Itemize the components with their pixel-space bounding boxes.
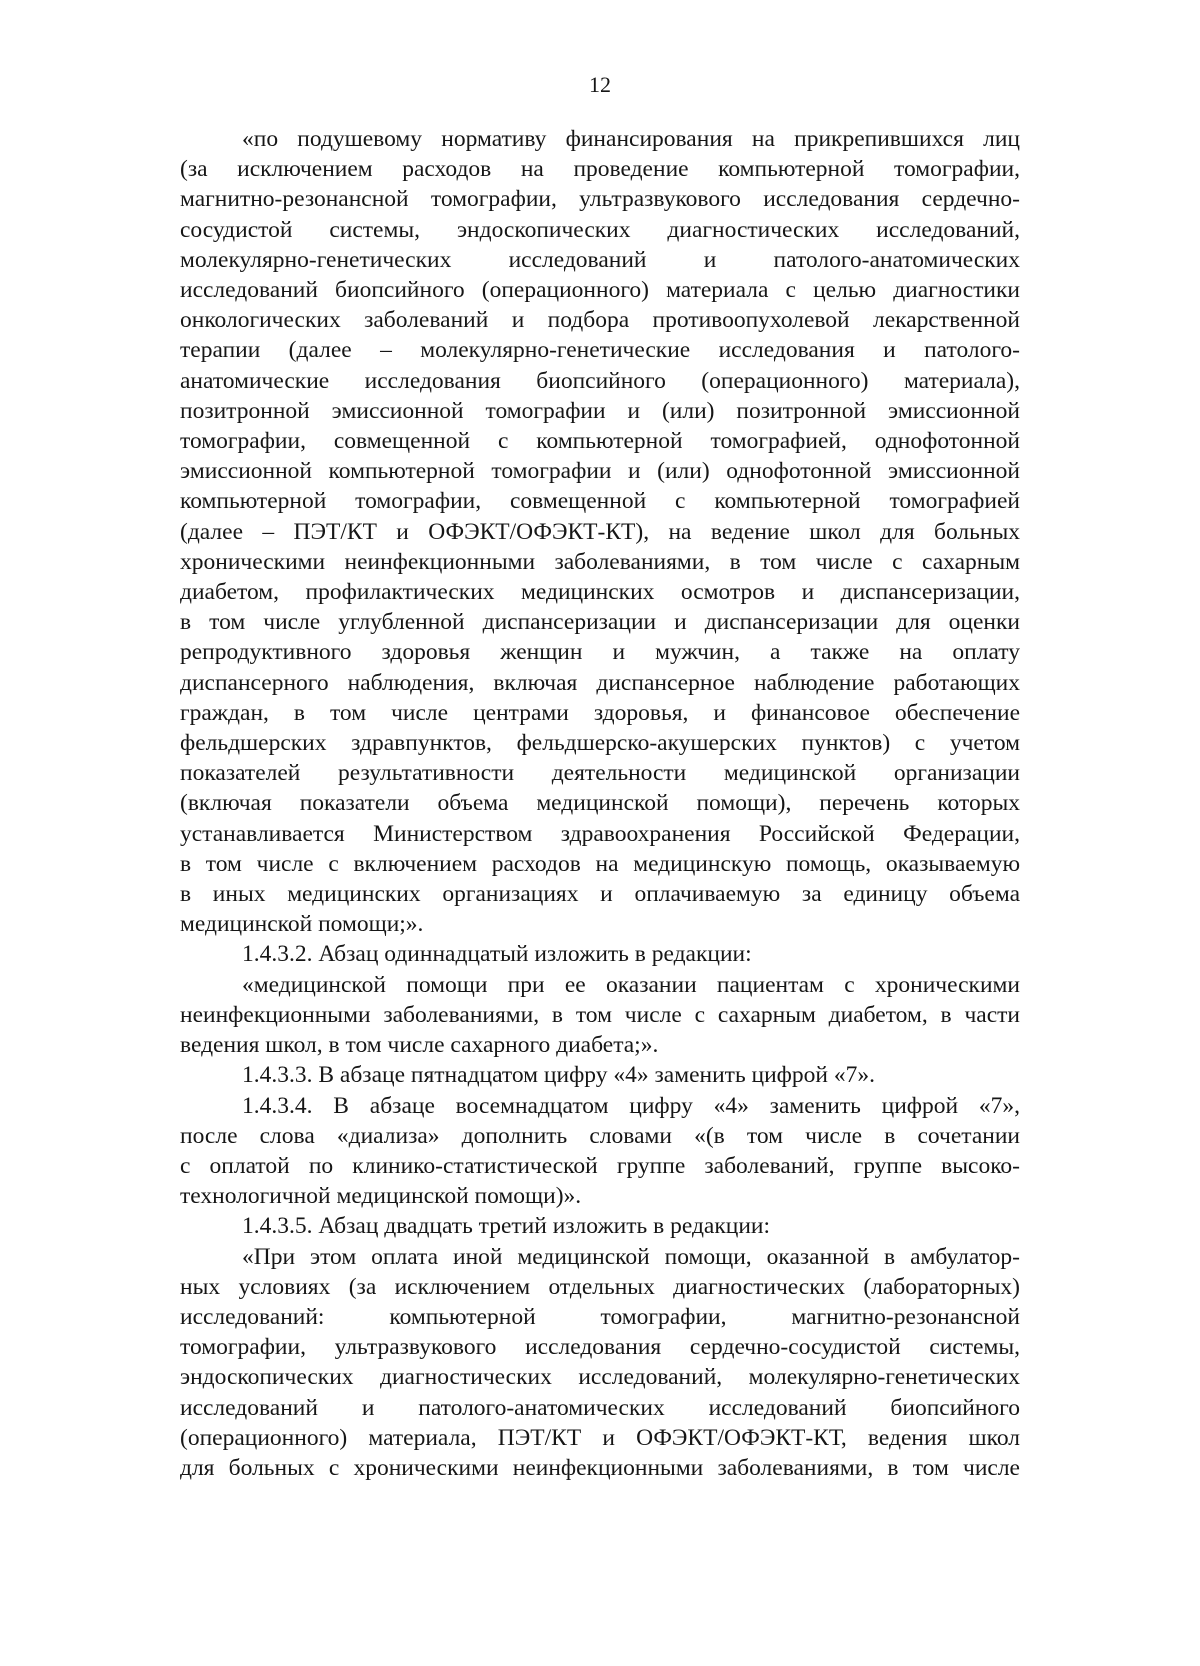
paragraph-quoted-amendment-23 (180, 1242, 1020, 1484)
page-number: 12 (589, 72, 611, 97)
text-line: технологичной медицинской помощи)». (180, 1183, 582, 1210)
text-line: сосудистой системы, эндоскопических диагностических исследований, (180, 216, 1020, 243)
text-line: томографии, ультразвукового исследования сердечно-сосудистой системы, (180, 1334, 1020, 1361)
text-line: томографии, совмещенной с компьютерной томографией, однофотонной (180, 428, 1020, 455)
text-line: 1.4.3.3. В абзаце пятнадцатом цифру «4» заменить цифрой «7». (242, 1062, 875, 1089)
paragraph-funding-norm (180, 124, 1020, 939)
text-line: (операционного) материала, ПЭТ/КТ и ОФЭКТ/ОФЭКТ-КТ, ведения школ (180, 1424, 1020, 1451)
text-line: 1.4.3.4. В абзаце восемнадцатом цифру «4» заменить цифрой «7», (242, 1092, 1020, 1119)
text-line: показателей результативности деятельности медицинской организации (180, 760, 1020, 787)
text-line: онкологических заболеваний и подбора противоопухолевой лекарственной (180, 307, 1020, 334)
text-line: 1.4.3.2. Абзац одиннадцатый изложить в редакции: (242, 941, 752, 968)
text-line: (далее – ПЭТ/КТ и ОФЭКТ/ОФЭКТ-КТ), на ведение школ для больных (180, 518, 1020, 545)
text-line: с оплатой по клинико-статистической группе заболеваний, группе высоко- (180, 1152, 1020, 1179)
text-line: эмиссионной компьютерной томографии и (или) однофотонной эмиссионной (180, 458, 1020, 485)
text-line: диспансерного наблюдения, включая диспансерное наблюдение работающих (180, 669, 1020, 696)
text-line: хроническими неинфекционными заболеваниями, в том числе с сахарным (180, 548, 1020, 575)
text-line: в иных медицинских организациях и оплачиваемую за единицу объема (180, 881, 1020, 908)
text-line: исследований: компьютерной томографии, магнитно-резонансной (180, 1303, 1020, 1330)
text-line: ных условиях (за исключением отдельных диагностических (лабораторных) (180, 1273, 1020, 1300)
text-line: анатомические исследования биопсийного (операционного) материала), (180, 367, 1020, 394)
text-line: (включая показатели объема медицинской помощи), перечень которых (180, 790, 1020, 817)
text-line: исследований и патолого-анатомических исследований биопсийного (180, 1394, 1020, 1421)
paragraph-1-4-3-3 (180, 1060, 1020, 1090)
text-line: эндоскопических диагностических исследований, молекулярно-генетических (180, 1364, 1020, 1391)
text-line: магнитно-резонансной томографии, ультразвукового исследования сердечно- (180, 186, 1020, 213)
text-line: для больных с хроническими неинфекционными заболеваниями, в том числе (180, 1454, 1020, 1481)
text-line: граждан, в том числе центрами здоровья, и финансовое обеспечение (180, 699, 1020, 726)
text-line: компьютерной томографии, совмещенной с компьютерной томографией (180, 488, 1020, 515)
document-body (180, 124, 1020, 1483)
paragraph-1-4-3-4 (180, 1091, 1020, 1212)
text-line: после слова «диализа» дополнить словами «(в том числе в сочетании (180, 1122, 1020, 1149)
text-line: фельдшерских здравпунктов, фельдшерско-акушерских пунктов) с учетом (180, 730, 1020, 757)
text-line: исследований биопсийного (операционного) материала с целью диагностики (180, 277, 1020, 304)
paragraph-1-4-3-2 (180, 939, 1020, 969)
text-line: устанавливается Министерством здравоохранения Российской Федерации, (180, 820, 1020, 847)
text-line: «по подушевому нормативу финансирования на прикрепившихся лиц (242, 126, 1020, 152)
text-line: «При этом оплата иной медицинской помощи, оказанной в амбулатор- (242, 1243, 1020, 1270)
text-line: в том числе с включением расходов на медицинскую помощь, оказываемую (180, 850, 1020, 877)
text-line: терапии (далее – молекулярно-генетические исследования и патолого- (180, 337, 1020, 364)
text-line: в том числе углубленной диспансеризации и диспансеризации для оценки (180, 609, 1020, 636)
text-line: неинфекционными заболеваниями, в том числе с сахарным диабетом, в части (180, 1001, 1020, 1028)
text-line: молекулярно-генетических исследований и патолого-анатомических (180, 246, 1020, 273)
text-line: «медицинской помощи при ее оказании пациентам с хроническими (242, 971, 1020, 998)
paragraph-quoted-amendment-11 (180, 970, 1020, 1061)
text-line: ведения школ, в том числе сахарного диабета;». (180, 1032, 659, 1059)
text-line: 1.4.3.5. Абзац двадцать третий изложить в редакции: (242, 1213, 771, 1240)
text-line: репродуктивного здоровья женщин и мужчин, а также на оплату (180, 639, 1020, 666)
text-line: (за исключением расходов на проведение компьютерной томографии, (180, 156, 1020, 183)
text-line: диабетом, профилактических медицинских осмотров и диспансеризации, (180, 579, 1020, 606)
text-line: позитронной эмиссионной томографии и (или) позитронной эмиссионной (180, 397, 1020, 424)
paragraph-1-4-3-5 (180, 1211, 1020, 1241)
text-line: медицинской помощи;». (180, 911, 424, 938)
